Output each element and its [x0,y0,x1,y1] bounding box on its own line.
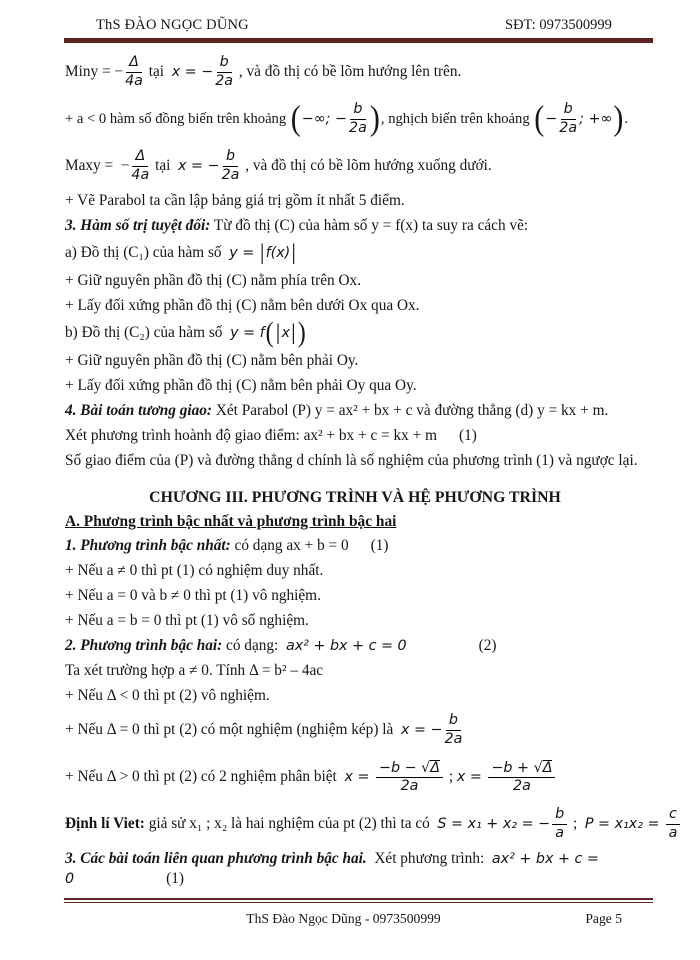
line-keep-right-oy [65,348,645,373]
section-a-heading: A. Phương trình bậc nhất và phương trình bậc hai [65,513,397,530]
fraction-numerator: b [561,102,576,119]
equation-number: (2) [478,636,497,654]
line-case-a-nonzero [65,558,645,583]
fraction-denominator: 2a [559,119,578,136]
radicand: Δ [430,759,441,776]
numerator-text: −b − [378,759,422,776]
math-text: x = − [400,722,443,738]
heading-label: 3. Hàm số trị tuyệt đối: [65,216,211,234]
heading-label: 1. Phương trình bậc nhất: [65,536,231,554]
line-related-problems [65,846,645,891]
text: + Nếu Δ > 0 thì pt (2) có 2 nghiệm phân biệt [65,768,345,785]
fraction-denominator: 4a [125,72,143,89]
math-text: −∞; − [301,111,348,127]
line-graph-c1 [65,238,645,268]
fraction-denominator: 2a [444,730,463,747]
open-paren: ( [290,98,301,138]
text: có dạng: [222,636,286,654]
text: , nghịch biến trên khoảng [380,110,534,127]
math-text: y = f [230,325,265,341]
math-text: ; +∞ [579,111,613,127]
text: + Lấy đối xứng phần đồ thị (C) nằm bên dưới Ox qua Ox. [65,296,420,314]
fraction-root2 [488,760,555,795]
radical-sign: √ [421,759,431,776]
text: + Nếu a = b = 0 thì pt (1) vô số nghiệm. [65,611,309,629]
fraction-denominator: 2a [400,778,419,794]
text: Miny = − [65,63,124,80]
math-text: x = − [171,64,214,80]
abs-bar: | [259,241,265,265]
text: + Giữ nguyên phần đồ thị (C) nằm bên phải Oy. [65,351,359,369]
text: + Giữ nguyên phần đồ thị (C) nằm phía trên Ox. [65,271,362,289]
line-intersection-count [65,448,645,473]
fraction-numerator: c [666,807,680,824]
text: + Vẽ Parabol ta cần lập bảng giá trị gồm ít nhất 5 điểm. [65,191,405,209]
line-reflect-ox [65,293,645,318]
fraction-denominator: 2a [513,778,531,794]
line-graph-c2 [65,318,645,348]
line-case-a-b-zero [65,608,645,633]
text: b) Đồ thị (C₂) của hàm số [65,324,231,341]
header-rule [64,38,653,43]
fraction-b-2a [559,102,577,136]
fraction-b-2a [215,55,233,89]
fraction-root1 [376,760,443,795]
text: tại [144,63,172,80]
math-text: x = [344,769,374,785]
text: , và đồ thị có bề lõm hướng lên trên. [235,63,462,80]
line-abs-function-heading [65,213,645,238]
line-intersection-heading [65,398,645,423]
text: Xét phương trình: [366,849,492,867]
abs-bar: | [290,321,296,345]
header-author: ThS ĐÀO NGỌC DŨNG [96,17,249,33]
close-paren: ) [369,98,380,138]
math-text: − [545,111,558,127]
fraction-denominator: 2a [349,119,367,136]
math-text: x = [456,769,487,785]
text: Xét phương trình hoành độ giao điểm: ax² + bx + c = kx + m [65,426,437,444]
line-delta-negative [65,683,645,708]
heading-label: 3. Các bài toán liên quan phương trình bậc hai. [65,849,367,867]
text: Ta xét trường hợp a ≠ 0. Tính Δ = b² – 4ac [65,661,324,679]
abs-bar: | [275,321,281,345]
math-text: x = − [178,158,220,174]
fraction-denominator: a [668,824,678,841]
line-linear-equation [65,533,645,558]
text: + Nếu a = 0 và b ≠ 0 thì pt (1) vô nghiệm. [65,586,321,604]
line-case-a-zero-b-nonzero [65,583,645,608]
text: + Nếu Δ = 0 thì pt (2) có một nghiệm (nghiệm kép) là [65,721,401,738]
math-text: y = [229,245,259,261]
math-text: S = x₁ + x₂ = − [437,816,551,832]
fraction-b-2a [444,713,462,747]
fraction-denominator: a [555,824,564,841]
fraction-denominator: 2a [221,166,240,183]
text: Từ đồ thị (C) của hàm số y = f(x) ta suy ra cách vẽ: [210,216,529,234]
line-delta-zero [65,708,645,752]
document-body [65,50,678,891]
open-paren: ( [265,317,274,349]
text: giả sử x₁ ; x₂ là hai nghiệm của pt (2) thì ta có [144,815,438,832]
line-miny [65,50,645,94]
text: + Nếu a ≠ 0 thì pt (1) có nghiệm duy nhất. [65,561,324,579]
text: + Lấy đối xứng phần đồ thị (C) nằm bên phải Oy qua Oy. [65,376,417,394]
line-a-negative [65,94,645,144]
radicand: Δ [542,759,553,776]
equation-number: (1) [458,426,477,444]
fraction-denominator: 4a [131,166,150,183]
abs-bar: | [291,241,297,265]
text: Số giao điểm của (P) và đường thẳng d chính là số nghiệm của phương trình (1) và ngược lại. [65,451,638,469]
text: Xét Parabol (P) y = ax² + bx + c và đường thẳng (d) y = kx + m. [212,401,609,419]
open-paren: ( [534,98,545,138]
fraction-c-a [666,807,680,841]
footer-page-number: Page 5 [585,911,622,926]
math-text: ax² + bx + c = 0 [285,637,407,654]
fraction-numerator: Δ [132,149,148,166]
fraction-numerator: b [446,713,461,730]
line-discriminant [65,658,645,683]
equation-number: (1) [370,536,389,554]
fraction-denominator: 2a [215,72,234,89]
line-quadratic-equation [65,633,645,658]
heading-label: 4. Bài toán tương giao: [65,401,212,419]
line-keep-above-ox [65,268,645,293]
line-delta-positive [65,752,645,802]
heading-label: Định lí Viet: [65,815,145,832]
fraction-numerator: b [223,149,238,166]
fraction-b-a [552,807,567,841]
fraction-numerator: b [552,807,567,824]
chapter-heading: CHƯƠNG III. PHƯƠNG TRÌNH VÀ HỆ PHƯƠNG TRÌNH [149,489,561,506]
text: , và đồ thị có bề lõm hướng xuống dưới. [241,157,492,174]
heading-label: 2. Phương trình bậc hai: [65,636,223,654]
header-phone: SĐT: 0973500999 [505,17,612,33]
fraction-delta-4a [125,55,143,89]
fraction-b-2a [222,149,240,183]
text: ; [569,815,585,832]
equation-number: (1) [166,869,184,887]
fraction-b-2a [349,102,367,136]
footer-rule [64,898,653,903]
line-maxy [65,144,645,188]
fraction-numerator [376,760,443,778]
fraction-numerator: b [217,55,232,72]
text: + a < 0 hàm số đồng biến trên khoảng [65,110,290,127]
radical-sign: √ [533,759,543,776]
text: + Nếu Δ < 0 thì pt (2) vô nghiệm. [65,686,270,704]
math-text: x [281,325,290,341]
fraction-numerator: Δ [126,55,142,72]
fraction-numerator: b [350,102,365,119]
footer-author: ThS Đào Ngọc Dũng - 0973500999 [246,911,441,926]
text: tại [151,157,179,174]
text: có dạng ax + b = 0 [230,536,349,554]
line-reflect-oy [65,373,645,398]
math-text: f(x) [265,245,291,261]
text: . [624,110,629,127]
numerator-text: −b + [491,759,534,776]
text: a) Đồ thị (C₁) của hàm số [65,244,230,261]
line-intersection-equation [65,423,645,448]
fraction-numerator [488,760,555,778]
text: ; [445,768,457,785]
close-paren: ) [297,317,306,349]
line-draw-parabol [65,188,645,213]
close-paren: ) [613,98,624,138]
fraction-delta-4a [131,149,149,183]
math-text: ax² + bx + c = 0 [65,850,604,887]
text: Maxy = − [65,157,130,174]
math-text: P = x₁x₂ = [584,816,665,832]
line-viet-theorem [65,802,678,846]
